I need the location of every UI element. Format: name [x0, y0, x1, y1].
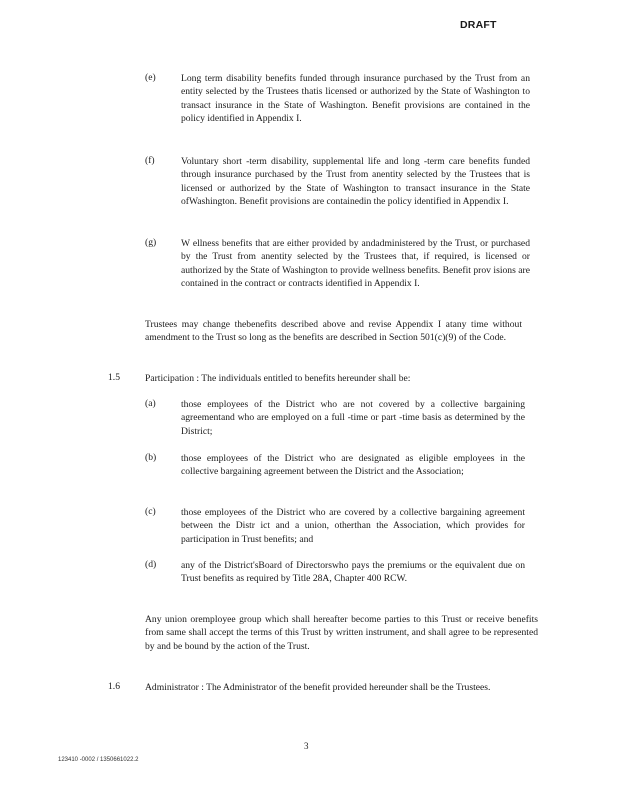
item-g-text: W ellness benefits that are either provided by andadministered by the Trust, or purchased by the Trust from anentity selected by the Trustees that, if required, is licensed or authorized by the State of Washington to provide wellness benefits. Benefit prov isions are contained in the contract or contracts identified in Appendix I. [181, 238, 530, 290]
item-c-text: those employees of the District who are covered by a collective bargaining agreement between the Distr ict and a union, otherthan the Association, which provides for participation in Trust benefits; and [181, 507, 525, 545]
page-number: 3 [304, 741, 309, 751]
union-paragraph: Any union oremployee group which shall hereafter become parties to this Trust or receive benefits from same shall accept the terms of this Trust by written instrument, and shall agree to be represented by and be bound by the action of the Trust. [145, 614, 538, 652]
item-e-label: (e) [145, 72, 156, 83]
section-1-5-intro: Participation : The individuals entitled to benefits hereunder shall be: [145, 373, 411, 384]
item-f-label: (f) [145, 155, 155, 166]
item-d-text: any of the District'sBoard of Directorswho pays the premiums or the equivalent due on Trust benefits as required by Title 28A, Chapter 400 RCW. [181, 560, 525, 585]
item-a-text: those employees of the District who are not covered by a collective bargaining agreementand who are employed on a full -time or part -time basis as determined by the District; [181, 399, 525, 437]
trustees-paragraph: Trustees may change thebenefits described above and revise Appendix I atany time without amendment to the Trust so long as the benefits are described in Section 501(c)(9) of the Code. [145, 319, 522, 344]
section-1-5-number: 1.5 [108, 372, 120, 383]
item-f-text: Voluntary short -term disability, supplemental life and long -term care benefits funded through insurance purchased by the Trust from anentity selected by the Trustees that is licensed or authorized by the State of Washington to transact insurance in the State ofWashington. Benefit provisions are containedin the policy identified in Appendix I. [181, 156, 530, 208]
item-c-label: (c) [145, 506, 156, 517]
section-1-6-number: 1.6 [108, 681, 120, 692]
document-id: 123410 -0002 / 1350661022.2 [58, 757, 139, 763]
item-e-text: Long term disability benefits funded through insurance purchased by the Trust from an entity selected by the Trustees thatis licensed or authorized by the State of Washington to transact insurance in the State of Washington. Benefit provisions are contained in the policy identified in Appendix I. [181, 73, 530, 125]
item-d-label: (d) [145, 559, 157, 570]
draft-watermark-label: DRAFT [460, 19, 497, 31]
item-g-label: (g) [145, 237, 157, 248]
item-b-label: (b) [145, 452, 157, 463]
item-b-text: those employees of the District who are designated as eligible employees in the collective bargaining agreement between the District and the Association; [181, 453, 525, 478]
item-a-label: (a) [145, 398, 156, 409]
section-1-6-text: Administrator : The Administrator of the benefit provided hereunder shall be the Trustees. [145, 682, 491, 693]
